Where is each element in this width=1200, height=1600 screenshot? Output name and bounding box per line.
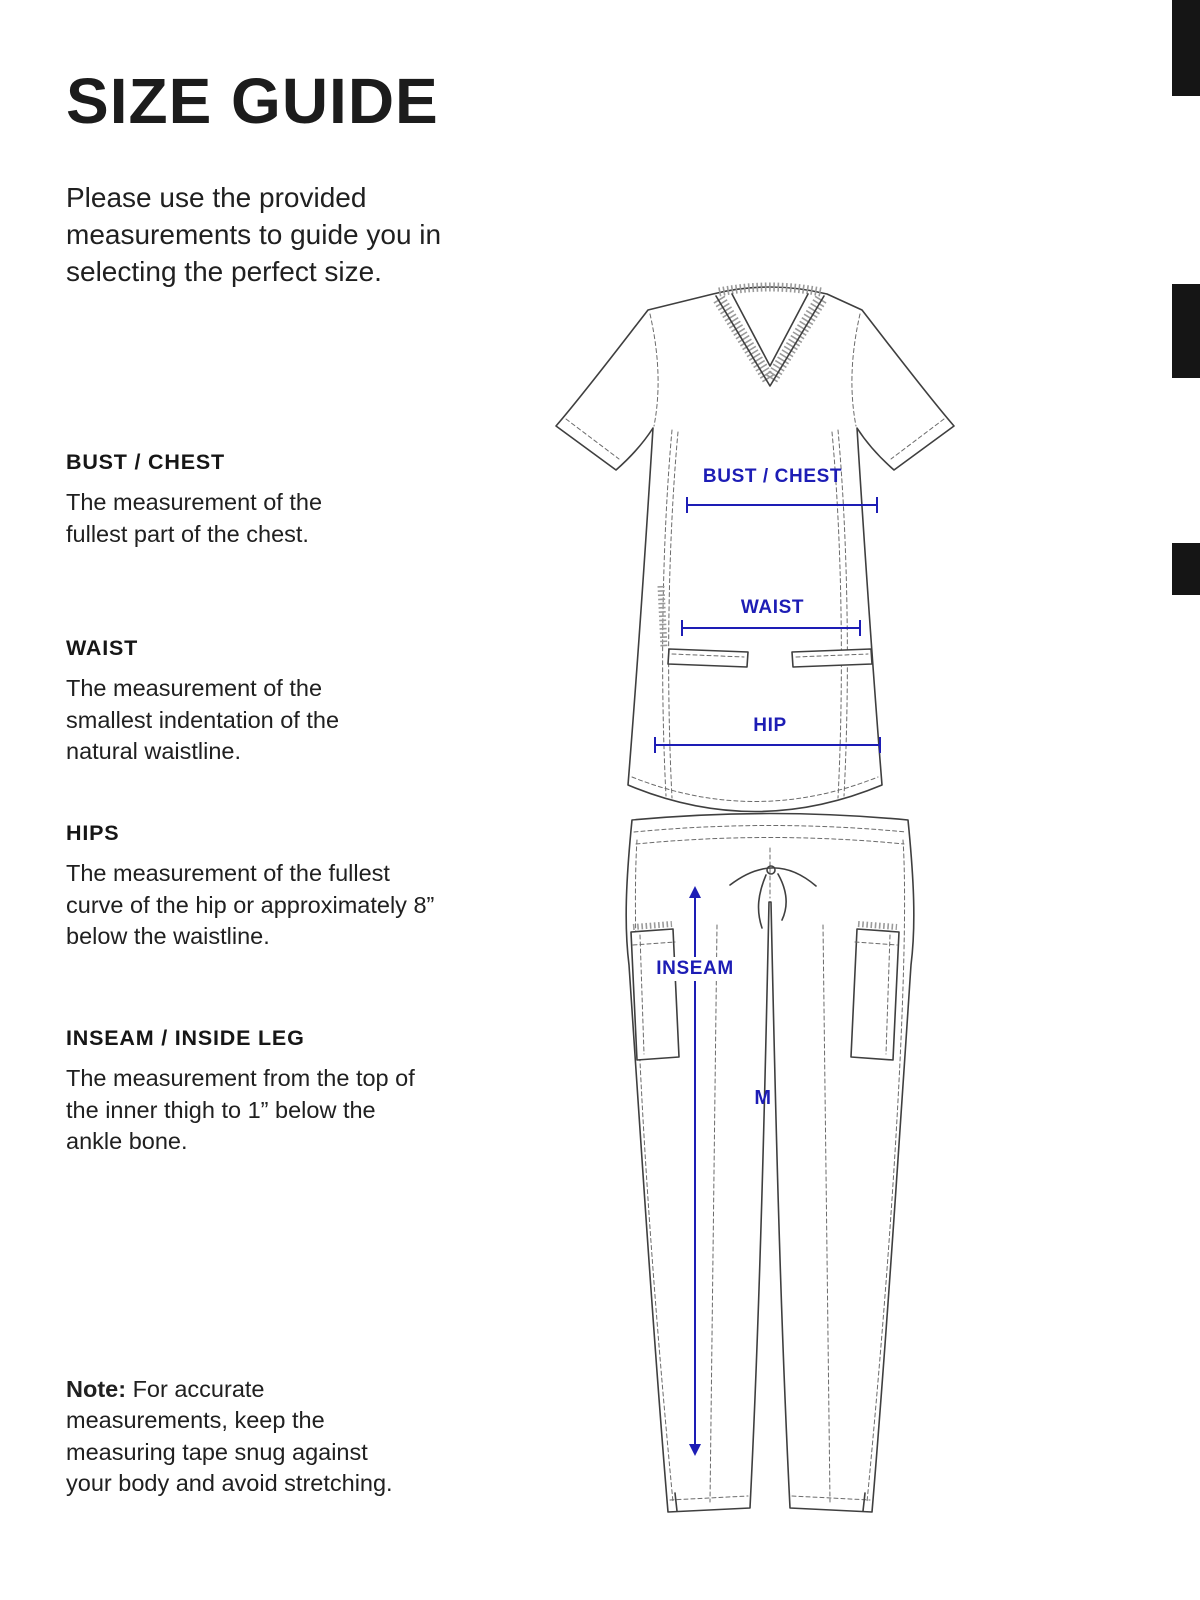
section-heading-waist: WAIST	[66, 636, 139, 660]
section-heading-inseam: INSEAM / INSIDE LEG	[66, 1026, 305, 1050]
section-body-hips: The measurement of the fullest curve of the hip or approximately 8” below the waistline.	[66, 860, 435, 950]
section-body-bust: The measurement of the fullest part of the chest.	[66, 489, 323, 547]
waist-measure-label: WAIST	[740, 597, 805, 618]
edge-artifact	[1172, 0, 1200, 96]
size-label: M	[754, 1087, 772, 1109]
left-cargo-pocket	[631, 929, 679, 1060]
edge-artifact	[1172, 543, 1200, 595]
pants-outline	[626, 814, 914, 1513]
page-title: SIZE GUIDE	[66, 65, 439, 137]
note-label: Note:	[66, 1376, 127, 1402]
intro-text: Please use the provided measurements to guide you in selecting the perfect size.	[66, 182, 442, 287]
right-welt-pocket	[792, 649, 872, 667]
left-welt-pocket	[668, 649, 748, 667]
hip-measure-label: HIP	[753, 715, 787, 736]
note-text	[66, 1374, 411, 1499]
edge-artifact	[1172, 284, 1200, 378]
inseam-measure-label: INSEAM	[645, 957, 745, 981]
bust-measure-label: BUST / CHEST	[702, 466, 843, 487]
section-heading-bust: BUST / CHEST	[66, 450, 225, 474]
note-body: For accurate measurements, keep the measuring tape snug against your body and avoid stretching.	[66, 1376, 393, 1496]
section-body-waist: The measurement of the smallest indentation of the natural waistline.	[66, 675, 340, 765]
section-body-inseam: The measurement from the top of the inner thigh to 1” below the ankle bone.	[66, 1065, 415, 1155]
right-cargo-pocket	[851, 929, 899, 1060]
section-heading-hips: HIPS	[66, 821, 120, 845]
